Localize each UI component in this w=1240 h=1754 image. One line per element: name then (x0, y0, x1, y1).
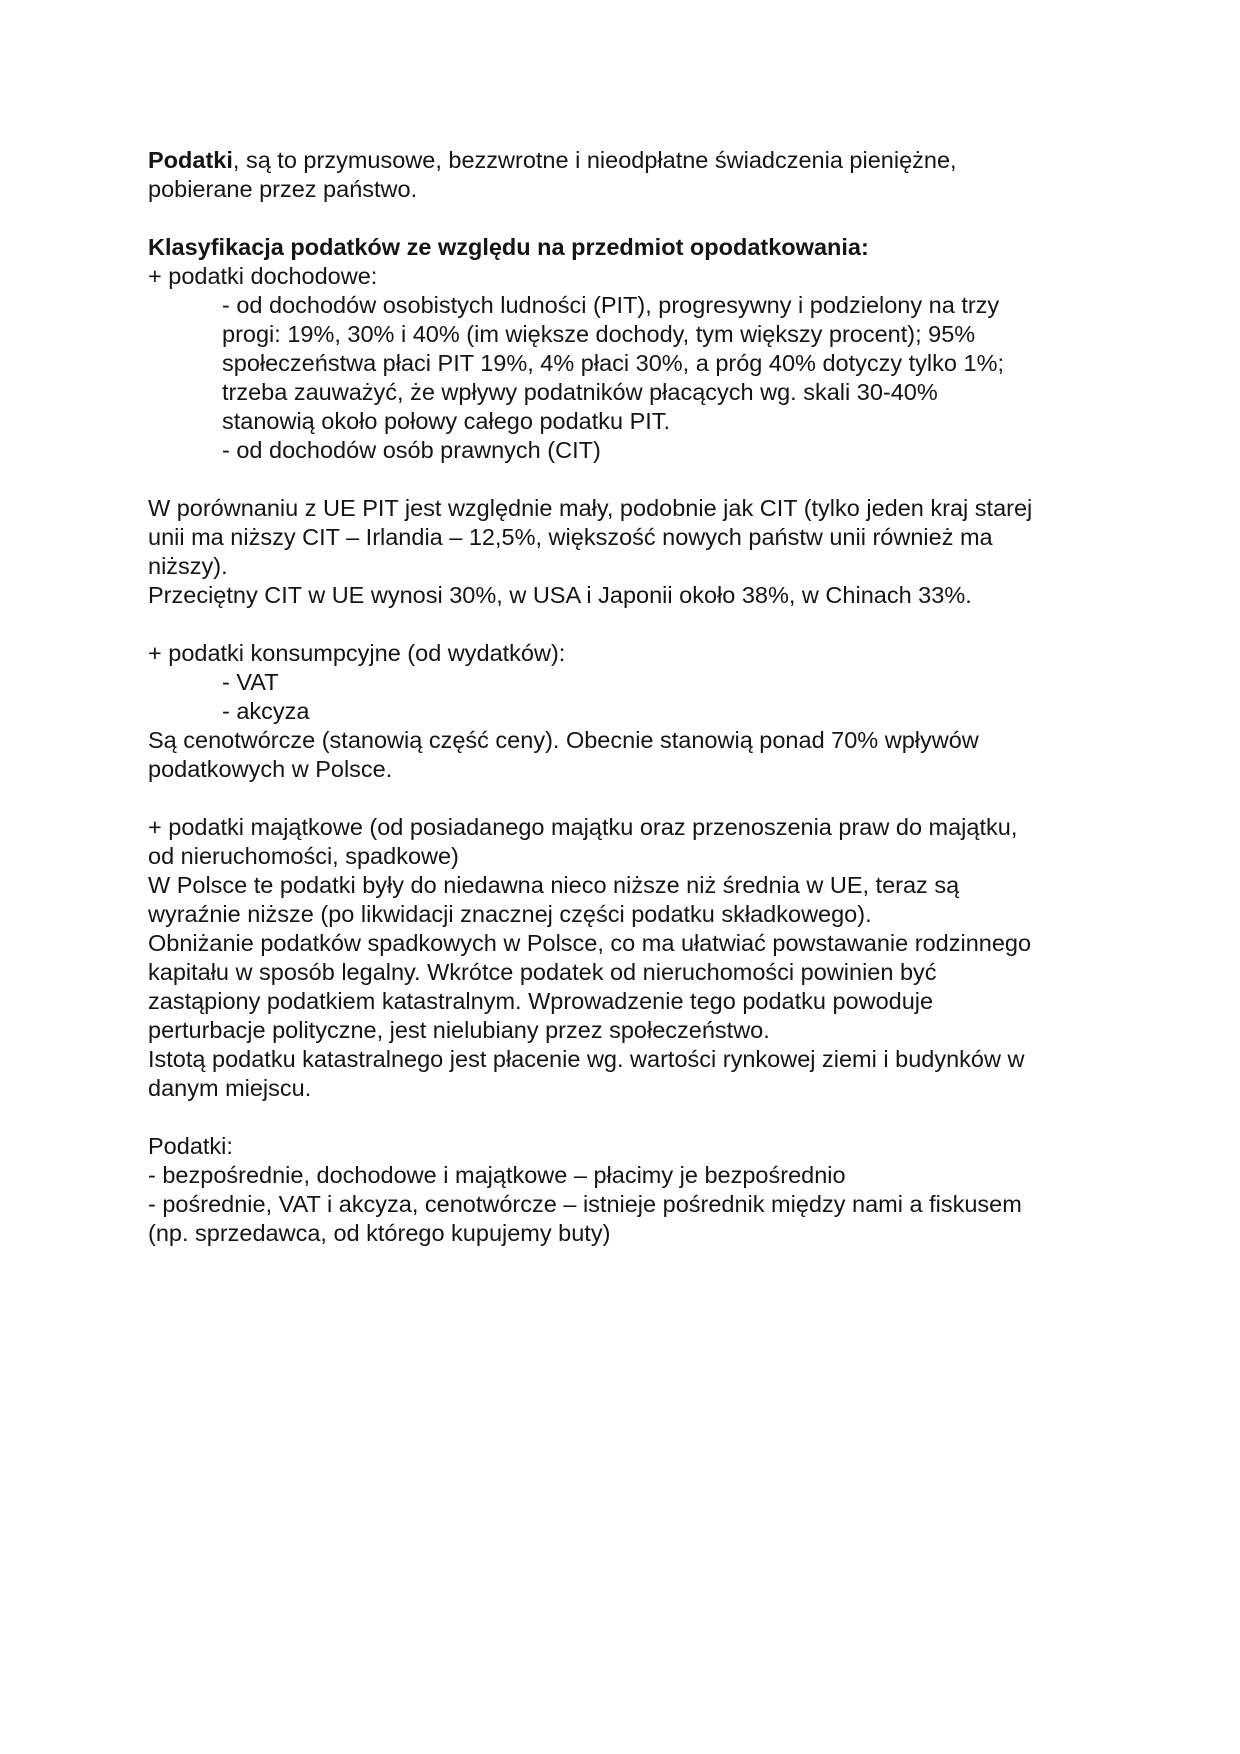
income-line: progi: 19%, 30% i 40% (im większe dochody, tym większy procent); 95% (222, 321, 976, 347)
consumption-line: Są cenotwórcze (stanowią część ceny). Obecnie stanowią ponad 70% wpływów (148, 727, 979, 753)
spacer (148, 1103, 1098, 1132)
property-line: perturbacje polityczne, jest nielubiany przez społeczeństwo. (148, 1017, 770, 1043)
consumption-item: - VAT (222, 669, 279, 695)
income-line: stanowią około połowy całego podatku PIT. (222, 408, 671, 434)
summary-line: - bezpośrednie, dochodowe i majątkowe – płacimy je bezpośrednio (148, 1162, 846, 1188)
comparison-line: niższy). (148, 553, 228, 579)
property-line: Istotą podatku katastralnego jest płacenie wg. wartości rynkowej ziemi i budynków w (148, 1046, 1025, 1072)
spacer (148, 465, 1098, 494)
property-tax-label-cont: od nieruchomości, spadkowe) (148, 843, 459, 869)
property-tax-label: + podatki majątkowe (od posiadanego majątku oraz przenoszenia praw do majątku, (148, 814, 1018, 840)
property-line: W Polsce te podatki były do niedawna nieco niższe niż średnia w UE, teraz są (148, 872, 960, 898)
intro-line-1 (148, 146, 1098, 175)
property-line: kapitału w sposób legalny. Wkrótce podatek od nieruchomości powinien być (148, 959, 937, 985)
income-line: - od dochodów osób prawnych (CIT) (222, 437, 601, 463)
intro-line-2: pobierane przez państwo. (148, 176, 418, 202)
intro-term: Podatki (148, 147, 233, 173)
intro-definition: , są to przymusowe, bezzwrotne i nieodpłatne świadczenia pieniężne, (232, 147, 957, 173)
property-line: zastąpiony podatkiem katastralnym. Wprowadzenie tego podatku powoduje (148, 988, 934, 1014)
income-tax-label: + podatki dochodowe: (148, 263, 378, 289)
consumption-item: - akcyza (222, 698, 310, 724)
property-line: wyraźnie niższe (po likwidacji znacznej części podatku składkowego). (148, 901, 872, 927)
consumption-tax-label: + podatki konsumpcyjne (od wydatków): (148, 640, 566, 666)
spacer (148, 610, 1098, 639)
document-body (148, 146, 1098, 1248)
property-line: Obniżanie podatków spadkowych w Polsce, co ma ułatwiać powstawanie rodzinnego (148, 930, 1032, 956)
summary-line: (np. sprzedawca, od którego kupujemy buty) (148, 1220, 611, 1246)
income-line: społeczeństwa płaci PIT 19%, 4% płaci 30%, a próg 40% dotyczy tylko 1%; (222, 350, 1004, 376)
classification-heading: Klasyfikacja podatków ze względu na przedmiot opodatkowania: (148, 234, 869, 260)
summary-line: - pośrednie, VAT i akcyza, cenotwórcze – istnieje pośrednik między nami a fiskusem (148, 1191, 1022, 1217)
spacer (148, 204, 1098, 233)
comparison-line: unii ma niższy CIT – Irlandia – 12,5%, większość nowych państw unii również ma (148, 524, 993, 550)
consumption-line: podatkowych w Polsce. (148, 756, 393, 782)
property-line: danym miejscu. (148, 1075, 312, 1101)
comparison-line: Przeciętny CIT w UE wynosi 30%, w USA i Japonii około 38%, w Chinach 33%. (148, 582, 972, 608)
income-line: trzeba zauważyć, że wpływy podatników płacących wg. skali 30-40% (222, 379, 938, 405)
summary-label: Podatki: (148, 1133, 233, 1159)
income-line: - od dochodów osobistych ludności (PIT), progresywny i podzielony na trzy (222, 292, 1000, 318)
comparison-line: W porównaniu z UE PIT jest względnie mały, podobnie jak CIT (tylko jeden kraj starej (148, 495, 1033, 521)
spacer (148, 784, 1098, 813)
